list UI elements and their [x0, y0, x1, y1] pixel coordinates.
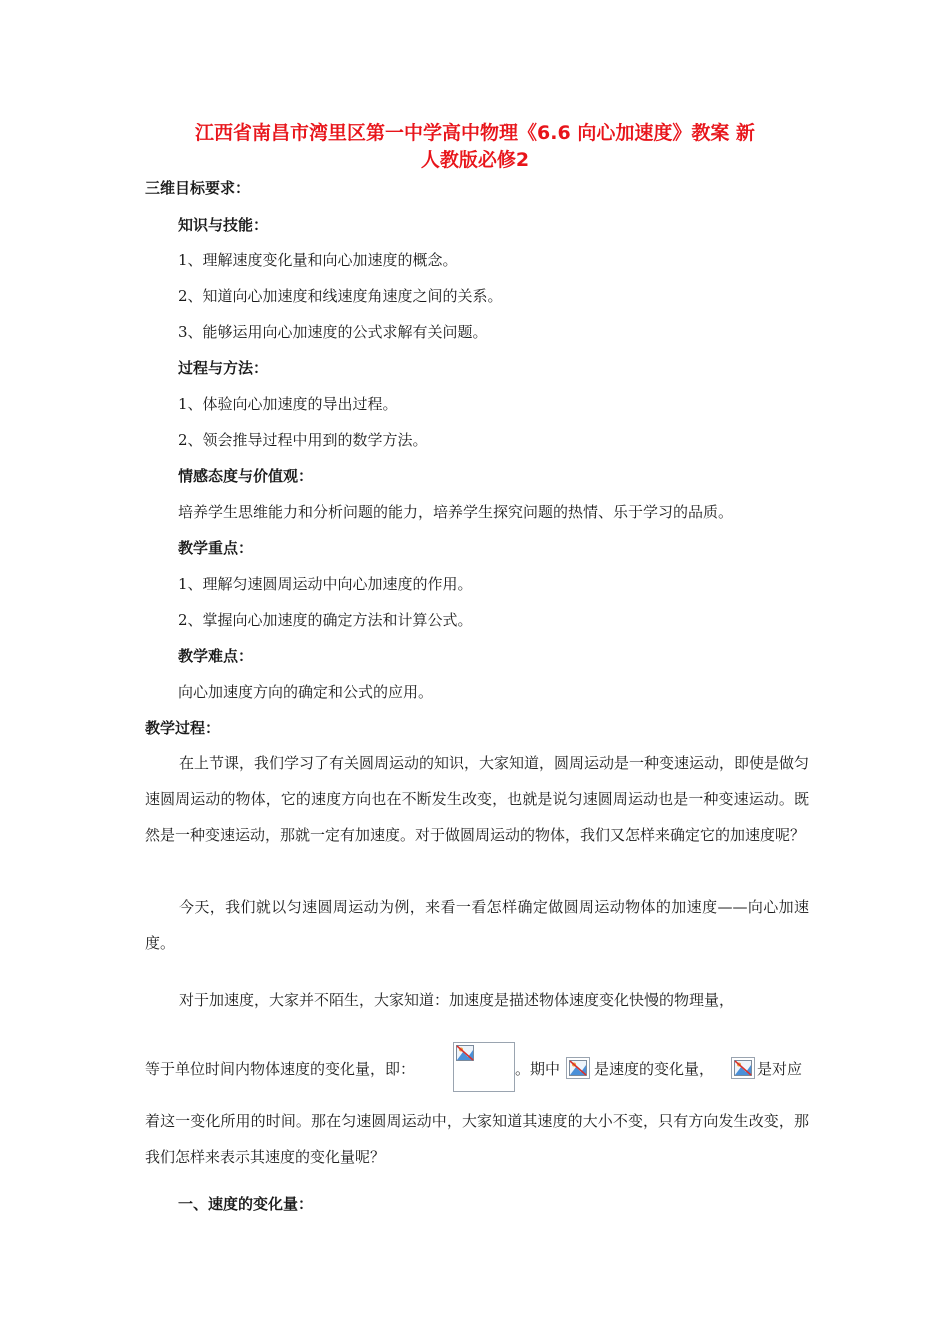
delta-t-image-placeholder	[731, 1057, 755, 1079]
knowledge-item-1: 1、理解速度变化量和向心加速度的概念。	[178, 251, 458, 269]
paragraph-3-text-c: 是速度的变化量，	[594, 1060, 715, 1078]
paragraph-3-rest: 着这一变化所用的时间。那在匀速圆周运动中，大家知道其速度的大小不变，只有方向发生改变，那我们怎样来表示其速度的变化量呢？	[145, 1112, 809, 1166]
process-item-2: 2、领会推导过程中用到的数学方法。	[178, 431, 428, 449]
knowledge-item-3: 3、能够运用向心加速度的公式求解有关问题。	[178, 323, 488, 341]
broken-image-icon	[456, 1045, 474, 1061]
process-item-1: 1、体验向心加速度的导出过程。	[178, 395, 398, 413]
goals-heading: 三维目标要求：	[145, 179, 251, 197]
title-line-1: 江西省南昌市湾里区第一中学高中物理《6.6 向心加速度》教案 新	[195, 122, 755, 144]
knowledge-heading: 知识与技能：	[178, 216, 269, 234]
paragraph-3-text-b: 。期中	[515, 1060, 561, 1078]
emotion-heading: 情感态度与价值观：	[178, 467, 314, 485]
document-title	[140, 120, 810, 174]
key-point-1: 1、理解匀速圆周运动中向心加速度的作用。	[178, 575, 473, 593]
paragraph-3-text-d: 是对应	[757, 1060, 803, 1078]
difficulty-heading: 教学难点：	[178, 647, 254, 665]
paragraph-1: 在上节课，我们学习了有关圆周运动的知识，大家知道，圆周运动是一种变速运动，即使是做匀速圆周运动的物体，它的速度方向也在不断发生改变，也就是说匀速圆周运动也是一种变速运动。既然是一种变速运动，那就一定有加速度。对于做圆周运动的物体，我们又怎样来确定它的加速度呢？	[145, 754, 810, 844]
broken-image-icon	[734, 1060, 752, 1076]
paragraph-3-line-1: 对于加速度，大家并不陌生，大家知道：加速度是描述物体速度变化快慢的物理量，	[179, 991, 735, 1009]
key-points-heading: 教学重点：	[178, 539, 254, 557]
emotion-text: 培养学生思维能力和分析问题的能力，培养学生探究问题的热情、乐于学习的品质。	[178, 503, 734, 521]
paragraph-2: 今天，我们就以匀速圆周运动为例，来看一看怎样确定做圆周运动物体的加速度——向心加速度。	[145, 898, 809, 952]
title-line-2: 人教版必修2	[420, 149, 530, 171]
difficulty-text: 向心加速度方向的确定和公式的应用。	[178, 683, 434, 701]
subheading-velocity-change: 一、速度的变化量：	[178, 1195, 314, 1213]
teaching-process-heading: 教学过程：	[145, 719, 221, 737]
process-heading: 过程与方法：	[178, 359, 269, 377]
paragraph-3-text-a: 等于单位时间内物体速度的变化量，即：	[145, 1060, 416, 1078]
broken-image-icon	[569, 1060, 587, 1076]
formula-image-placeholder	[453, 1042, 515, 1092]
knowledge-item-2: 2、知道向心加速度和线速度角速度之间的关系。	[178, 287, 503, 305]
key-point-2: 2、掌握向心加速度的确定方法和计算公式。	[178, 611, 473, 629]
delta-v-image-placeholder	[566, 1057, 590, 1079]
